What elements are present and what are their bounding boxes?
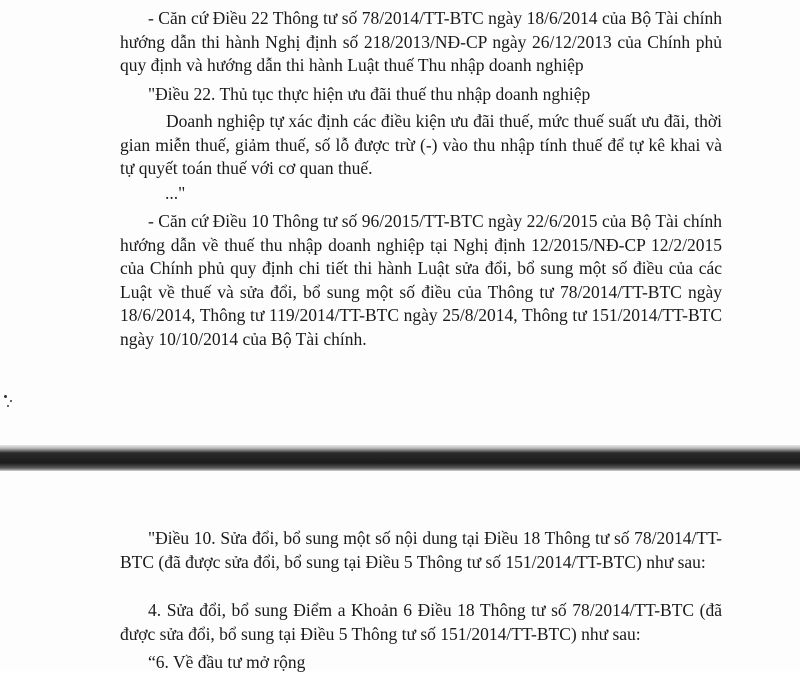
quoted-article-heading: "Điều 22. Thủ tục thực hiện ưu đãi thuế thu nhập doanh nghiệp — [148, 84, 591, 104]
page-separator-shadow — [0, 445, 800, 471]
quote-ellipsis: ..." — [165, 183, 186, 203]
legal-basis-paragraph-1: - Căn cứ Điều 22 Thông tư số 78/2014/TT-BTC ngày 18/6/2014 của Bộ Tài chính hướng dẫn thi hành Nghị định số 218/2013/NĐ-CP ngày 26/12/2013 của Chính phủ quy định và hướng dẫn thi hành Luật thuế Thu nhập doanh nghiệp — [120, 8, 722, 75]
investment-expansion-heading: “6. Về đầu tư mở rộng — [148, 652, 306, 672]
amendment-article-paragraph: "Điều 10. Sửa đổi, bổ sung một số nội dung tại Điều 18 Thông tư số 78/2014/TT-BTC (đã được sửa đổi, bổ sung tại Điều 5 Thông tư số 151/2014/TT-BTC) như sau: — [120, 528, 722, 572]
quoted-article-body: Doanh nghiệp tự xác định các điều kiện ưu đãi thuế, mức thuế suất ưu đãi, thời gian miễn thuế, giảm thuế, số lỗ được trừ (-) vào thu nhập tính thuế để tự kê khai và tự quyết toán thuế với cơ quan thuế. — [120, 111, 722, 178]
amendment-clause-paragraph: 4. Sửa đổi, bổ sung Điểm a Khoản 6 Điều 18 Thông tư số 78/2014/TT-BTC (đã được sửa đổi, bổ sung tại Điều 5 Thông tư số 151/2014/TT-BTC) như sau: — [120, 600, 722, 644]
scanned-page-bottom — [0, 471, 800, 671]
scan-speck — [7, 405, 9, 407]
scan-speck — [4, 395, 7, 398]
scan-speck — [10, 400, 12, 402]
legal-basis-paragraph-2: - Căn cứ Điều 10 Thông tư số 96/2015/TT-BTC ngày 22/6/2015 của Bộ Tài chính hướng dẫn về thuế thu nhập doanh nghiệp tại Nghị định 12/2015/NĐ-CP 12/2/2015 của Chính phủ quy định chi tiết thi hành Luật sửa đổi, bổ sung một số điều của các Luật về thuế và sửa đổi, bổ sung một số điều của Thông tư 78/2014/TT-BTC ngày 18/6/2014, Thông tư 119/2014/TT-BTC ngày 25/8/2014, Thông tư 151/2014/TT-BTC ngày 10/10/2014 của Bộ Tài chính. — [120, 211, 722, 349]
